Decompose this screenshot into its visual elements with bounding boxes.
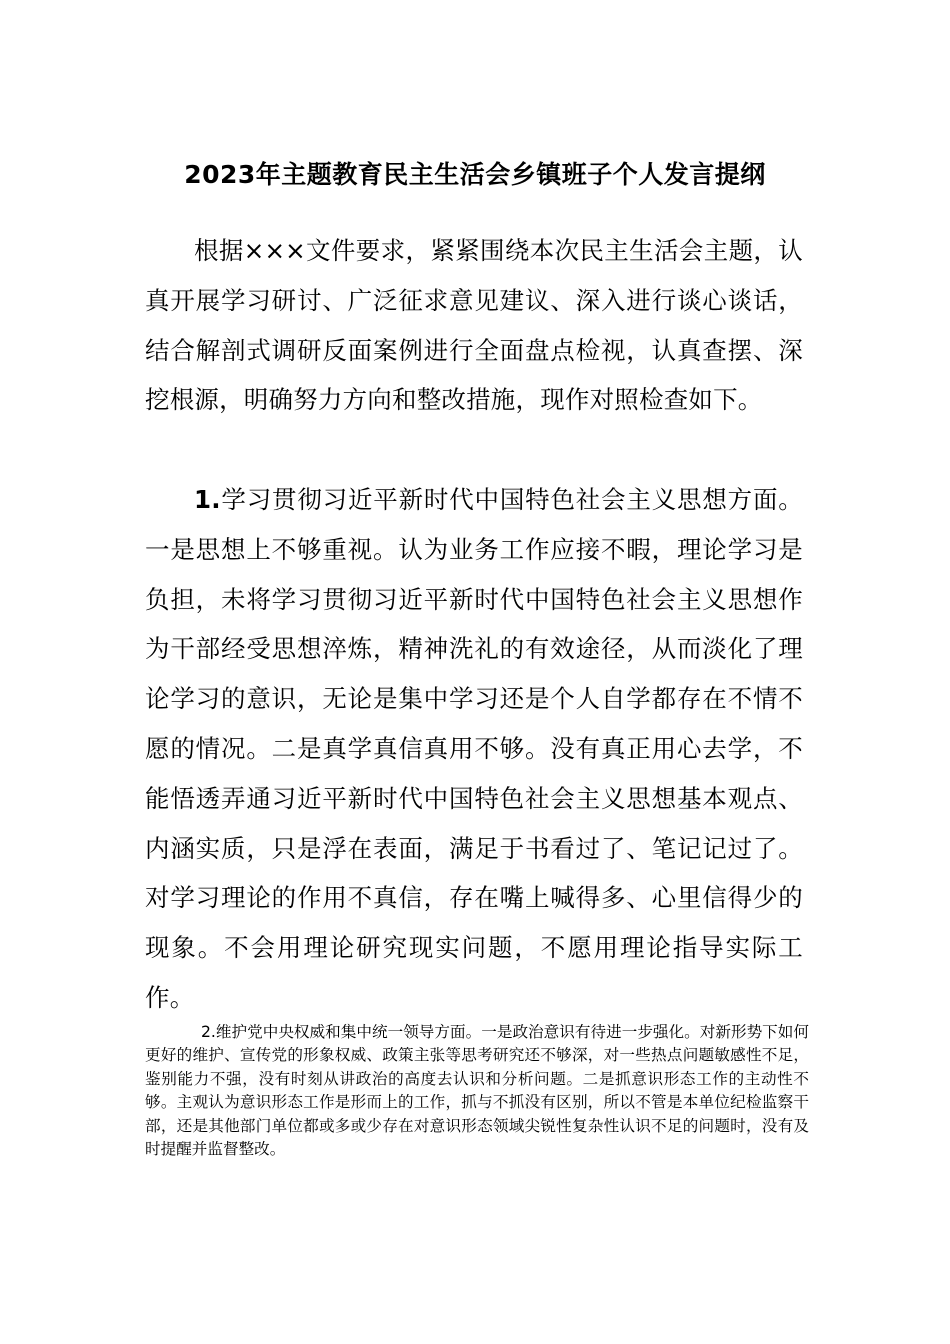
section-1-text: 学习贯彻习近平新时代中国特色社会主义思想方面。一是思想上不够重视。认为业务工作应接不暇，理论学习是负担，未将学习贯彻习近平新时代中国特色社会主义思想作为干部经受思想淬炼，精神洗礼的有效途径，从而淡化了理论学习的意识，无论是集中学习还是个人自学都存在不情不愿的情况。二是真学真信真用不够。没有真正用心去学，不能悟透弄通习近平新时代中国特色社会主义思想基本观点、内涵实质，只是浮在表面，满足于书看过了、笔记记过了。对学习理论的作用不真信，存在嘴上喊得多、心里信得少的现象。不会用理论研究现实问题，不愿用理论指导实际工作。 bbox=[145, 485, 803, 1012]
intro-paragraph: 根据×××文件要求，紧紧围绕本次民主生活会主题，认真开展学习研讨、广泛征求意见建议、深入进行谈心谈话，结合解剖式调研反面案例进行全面盘点检视，认真查摆、深挖根源，明确努力方向和整改措施，现作对照检查如下。 bbox=[145, 236, 803, 415]
section-1-paragraph bbox=[145, 475, 803, 1023]
document-title: 2023年主题教育民主生活会乡镇班子个人发言提纲 bbox=[184, 160, 766, 189]
section-1-number: 1. bbox=[194, 485, 221, 514]
section-2-paragraph: 2.维护党中央权威和集中统一领导方面。一是政治意识有待进一步强化。对新形势下如何更好的维护、宣传党的形象权威、政策主张等思考研究还不够深，对一些热点问题敏感性不足，鉴别能力不强，没有时刻从讲政治的高度去认识和分析问题。二是抓意识形态工作的主动性不够。主观认为意识形态工作是形而上的工作，抓与不抓没有区别，所以不管是本单位纪检监察干部，还是其他部门单位都或多或少存在对意识形态领域尖锐性复杂性认识不足的问题时，没有及时提醒并监督整改。 bbox=[145, 1023, 809, 1159]
